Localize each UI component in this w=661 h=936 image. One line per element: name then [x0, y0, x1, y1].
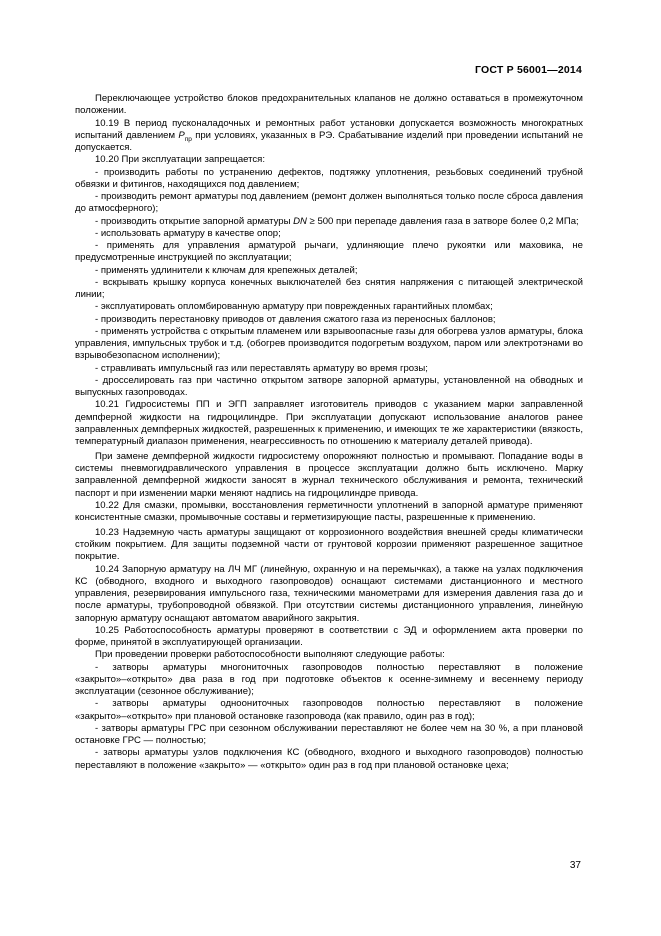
list-item-dn: [75, 216, 583, 228]
list-item: - производить ремонт арматуры под давлением (ремонт должен выполняться только после сброса давления до атмосферного);: [75, 191, 583, 215]
list-item: - применять для управления арматурой рычаги, удлиняющие плечо рукоятки или маховика, не предусмотренные инструкцией по эксплуатации;: [75, 240, 583, 264]
list-item: - производить перестановку приводов от давления сжатого газа из переносных баллонов;: [95, 313, 496, 325]
text-run: 10.19 В период пусконаладочных и ремонтных работ установки допускается возможность многократных испытаний давлением: [75, 117, 583, 141]
list-item: - применять удлинители к ключам для крепежных деталей;: [95, 264, 358, 276]
paragraph-10-22: 10.22 Для смазки, промывки, восстановления герметичности уплотнений в запорной арматуре применяют консистентные смазки, промывочные составы и герметизирующие пасты, разрешенные к применению.: [75, 499, 583, 523]
paragraph: Переключающее устройство блоков предохранительных клапанов не должно оставаться в промежуточном положении.: [75, 93, 583, 117]
list-item: - вскрывать крышку корпуса конечных выключателей без снятия напряжения с питающей электрической линии;: [75, 276, 583, 300]
list-item: - производить работы по устранению дефектов, подтяжку уплотнения, резьбовых соединений трубной обвязки и фитингов, находящихся под давлением;: [75, 166, 583, 190]
list-item: - использовать арматуру в качестве опор;: [95, 227, 281, 239]
symbol-dn: DN: [293, 215, 307, 227]
paragraph-10-20: 10.20 При эксплуатации запрещается:: [95, 154, 265, 166]
paragraph-10-25: 10.25 Работоспособность арматуры проверяют в соответствии с ЭД и оформлением акта проверки по форме, принятой в эксплуатирующей организации.: [75, 624, 583, 648]
symbol-p: P: [178, 129, 185, 141]
list-item: - применять устройства с открытым пламенем или взрывоопасные газы для обогрева узлов арматуры, блока управления, импульсных трубок и т.д. (обогрев производится подогретым воздухом, паром или электротэнами во взрывобезопасном исполнении);: [75, 325, 583, 362]
list-item: - затворы арматуры узлов подключения КС (обводного, входного и выходного газопроводов) полностью переставляют в положение «закрыто» — «открыто» один раз в год при плановой остановке цеха;: [75, 747, 583, 771]
list-item: - дросселировать газ при частично открытом затворе запорной арматуры, установленной на обводных и выпускных газопроводах.: [75, 374, 583, 398]
text-run: при условиях, указанных в РЭ. Срабатывание изделий при проведении испытаний не допускается.: [75, 129, 583, 153]
paragraph-10-23: 10.23 Надземную часть арматуры защищают от коррозионного воздействия внешней среды климатически стойким покрытием. Для защиты подземной части от грунтовой коррозии применяют разрешенное защитное покрытие.: [75, 526, 583, 563]
text-run: ≥ 500 при перепаде давления газа в затворе более 0,2 МПа;: [309, 215, 579, 227]
symbol-p-subscript: пр: [184, 135, 192, 143]
paragraph: При замене демпферной жидкости гидросистему опорожняют полностью и промывают. Попадание воды в системы пневмогидравлического управления в процессе эксплуатации должно быть исключено. Марку заправленной демпферной жидкости заносят в журнал технического обслуживания и ремонта, технический паспорт и при изменении марки меняют надпись на гидроцилиндре привода.: [75, 450, 583, 499]
list-item: - затворы арматуры многониточных газопроводов полностью переставляют в положение «закрыто»–«открыто» два раза в год при подготовке объектов к осенне-зимнему и весеннему периоду эксплуатации (сезонное обслуживание);: [75, 661, 583, 697]
list-item: - затворы арматуры ГРС при сезонном обслуживании переставляют не более чем на 30 %, а при плановой остановке ГРС — полностью;: [75, 722, 583, 746]
page-number: 37: [569, 860, 581, 871]
document-body: [75, 93, 583, 772]
list-item: - затворы арматуры одноониточных газопроводов полностью переставляют в положение «закрыто»–«открыто» при плановой остановке газопровода (как правило, один раз в год);: [75, 698, 583, 722]
document-code-header: ГОСТ Р 56001—2014: [474, 64, 582, 76]
list-item: - эксплуатировать опломбированную арматуру при поврежденных гарантийных пломбах;: [95, 301, 493, 313]
text-run: - производить открытие запорной арматуры: [95, 215, 291, 227]
paragraph-10-19: [75, 118, 583, 155]
paragraph-10-21: 10.21 Гидросистемы ПП и ЭГП заправляет изготовитель приводов с указанием марки заправленной демпферной жидкости на гидроцилиндре. При эксплуатации допускают использование аналогов ранее заправленных демпферных жидкостей, разрешенных к применению, и имеющих те же характеристики (вязкость, температурный диапазон применения, неагрессивность по отношению к материалу деталей привода).: [75, 399, 583, 447]
paragraph-10-24: 10.24 Запорную арматуру на ЛЧ МГ (линейную, охранную и на перемычках), а также на узлах подключения КС (обводного, входного и выходного газопроводов) оснащают системами дистанционного и местного управления, резервирования импульсного газа, техническими манометрами для измерения давления газа до и после арматуры, трубопроводной обвязкой. При отсутствии системы дистанционного управления, линейную запорную арматуру оснащают автоматом аварийного закрытия.: [75, 563, 583, 624]
list-item: - стравливать импульсный газ или переставлять арматуру во время грозы;: [95, 362, 428, 374]
paragraph: При проведении проверки работоспособности выполняют следующие работы:: [95, 649, 445, 661]
